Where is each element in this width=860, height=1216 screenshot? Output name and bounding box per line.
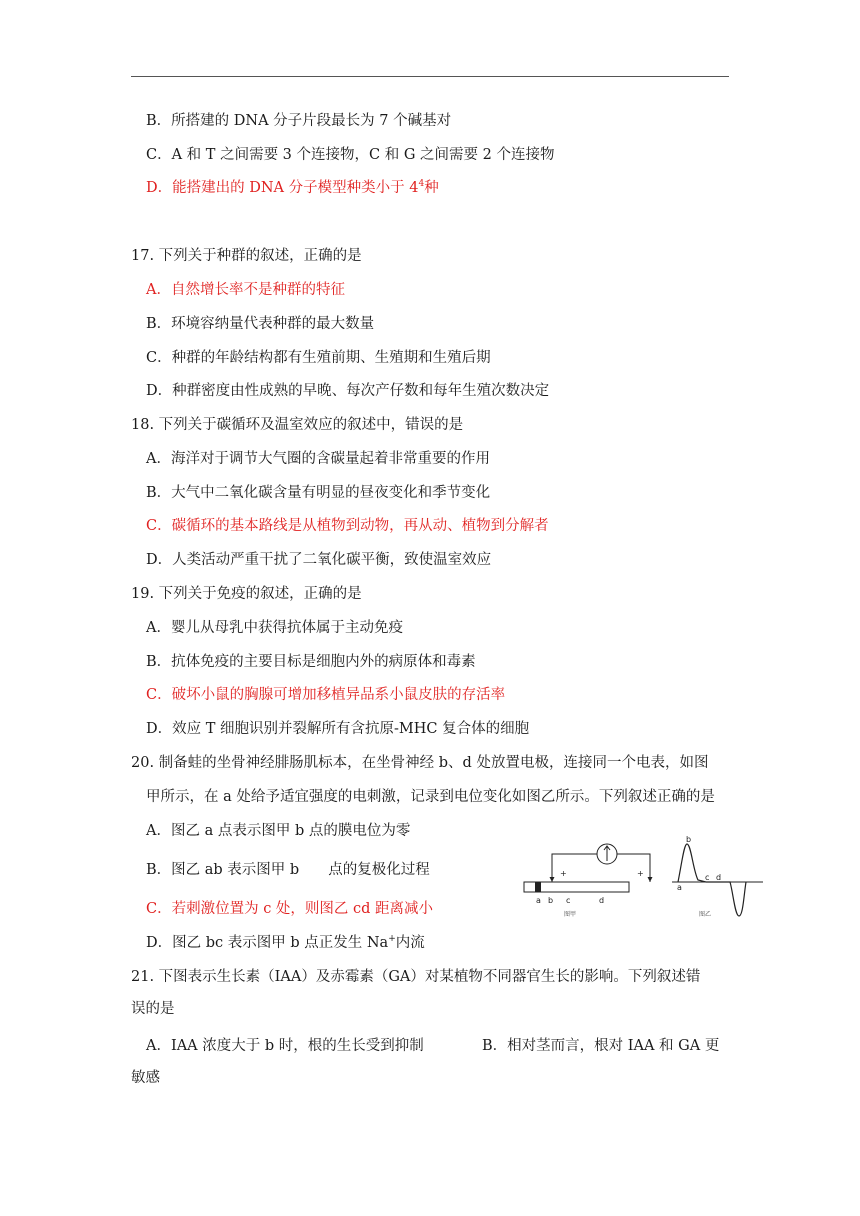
yi-label-a: a bbox=[677, 883, 682, 892]
q21-option-b: B．相对茎而言，根对 IAA 和 GA 更 bbox=[482, 1038, 720, 1054]
q19-option-c: C．破坏小鼠的胸腺可增加移植异品系小鼠皮肤的存活率 bbox=[146, 687, 506, 703]
q16-option-b: B．所搭建的 DNA 分子片段最长为 7 个碱基对 bbox=[146, 113, 452, 129]
q21-stem-line1: 21. 下图表示生长素（IAA）及赤霉素（GA）对某植物不同器官生长的影响。下列叙述错 bbox=[131, 969, 701, 985]
q16-option-d: D．能搭建出的 DNA 分子模型种类小于 $4^4$种 bbox=[146, 179, 439, 196]
q21-option-a: A．IAA 浓度大于 b 时，根的生长受到抑制 bbox=[146, 1038, 424, 1054]
q18-option-b: B．大气中二氧化碳含量有明显的昼夜变化和季节变化 bbox=[146, 485, 491, 501]
q17-option-a: A．自然增长率不是种群的特征 bbox=[146, 282, 345, 298]
figure-jia bbox=[524, 844, 653, 918]
yi-label-c: c bbox=[705, 873, 710, 882]
q17-option-b: B．环境容纳量代表种群的最大数量 bbox=[146, 316, 375, 332]
jia-label-a: a bbox=[536, 896, 541, 905]
q20-option-c: C．若刺激位置为 c 处，则图乙 cd 距离减小 bbox=[146, 901, 434, 917]
q16-option-c: C．A 和 T 之间需要 3 个连接物，C 和 G 之间需要 2 个连接物 bbox=[146, 147, 555, 163]
q20-stem-line1: 20. 制备蛙的坐骨神经腓肠肌标本，在坐骨神经 b、d 处放置电极，连接同一个电表，如图 bbox=[131, 755, 709, 771]
q18-option-a: A．海洋对于调节大气圈的含碳量起着非常重要的作用 bbox=[146, 451, 490, 467]
plus-right: + bbox=[637, 869, 644, 878]
jia-label-d: d bbox=[599, 896, 605, 905]
stimulus-block bbox=[535, 882, 541, 892]
jia-label-b: b bbox=[548, 896, 554, 905]
q20-option-b: B．图乙 ab 表示图甲 b 点的复极化过程 bbox=[146, 862, 430, 878]
q20-option-a: A．图乙 a 点表示图甲 b 点的膜电位为零 bbox=[146, 823, 411, 839]
q17-stem: 17. 下列关于种群的叙述，正确的是 bbox=[131, 248, 362, 264]
yi-caption: 图乙 bbox=[699, 911, 712, 918]
q18-option-d: D．人类活动严重干扰了二氧化碳平衡，致使温室效应 bbox=[146, 552, 492, 568]
q19-stem: 19. 下列关于免疫的叙述，正确的是 bbox=[131, 586, 362, 602]
q19-option-b: B．抗体免疫的主要目标是细胞内外的病原体和毒素 bbox=[146, 654, 476, 670]
q20-stem-line2: 甲所示，在 a 处给予适宜强度的电刺激，记录到电位变化如图乙所示。下列叙述正确的是 bbox=[146, 789, 715, 805]
q20-figure bbox=[520, 832, 770, 924]
q17-option-d: D．种群密度由性成熟的早晚、每次产仔数和每年生殖次数决定 bbox=[146, 383, 550, 399]
wire-right bbox=[617, 854, 650, 882]
potential-trace bbox=[678, 844, 746, 916]
q20-option-d-superscript: + bbox=[388, 934, 396, 945]
q19-option-a: A．婴儿从母乳中获得抗体属于主动免疫 bbox=[146, 620, 403, 636]
q20-option-d: D．图乙 bc 表示图甲 b 点正发生 Na+内流 bbox=[146, 934, 425, 951]
q19-option-d: D．效应 T 细胞识别并裂解所有含抗原-MHC 复合体的细胞 bbox=[146, 721, 530, 737]
yi-label-b: b bbox=[686, 835, 692, 844]
q21-option-b-continued: 敏感 bbox=[131, 1070, 160, 1086]
plus-left: + bbox=[560, 869, 567, 878]
jia-label-c: c bbox=[566, 896, 571, 905]
q18-stem: 18. 下列关于碳循环及温室效应的叙述中，错误的是 bbox=[131, 417, 464, 433]
jia-caption: 图甲 bbox=[564, 911, 577, 918]
q18-option-c: C．碳循环的基本路线是从植物到动物，再从动、植物到分解者 bbox=[146, 518, 549, 534]
header-rule bbox=[131, 76, 729, 77]
q16-option-d-superscript: 4 bbox=[418, 179, 425, 190]
yi-label-d: d bbox=[716, 873, 722, 882]
q17-option-c: C．种群的年龄结构都有生殖前期、生殖期和生殖后期 bbox=[146, 350, 491, 366]
wire-left bbox=[552, 854, 597, 882]
q21-stem-line2: 误的是 bbox=[131, 1001, 175, 1017]
figure-yi bbox=[672, 835, 763, 918]
